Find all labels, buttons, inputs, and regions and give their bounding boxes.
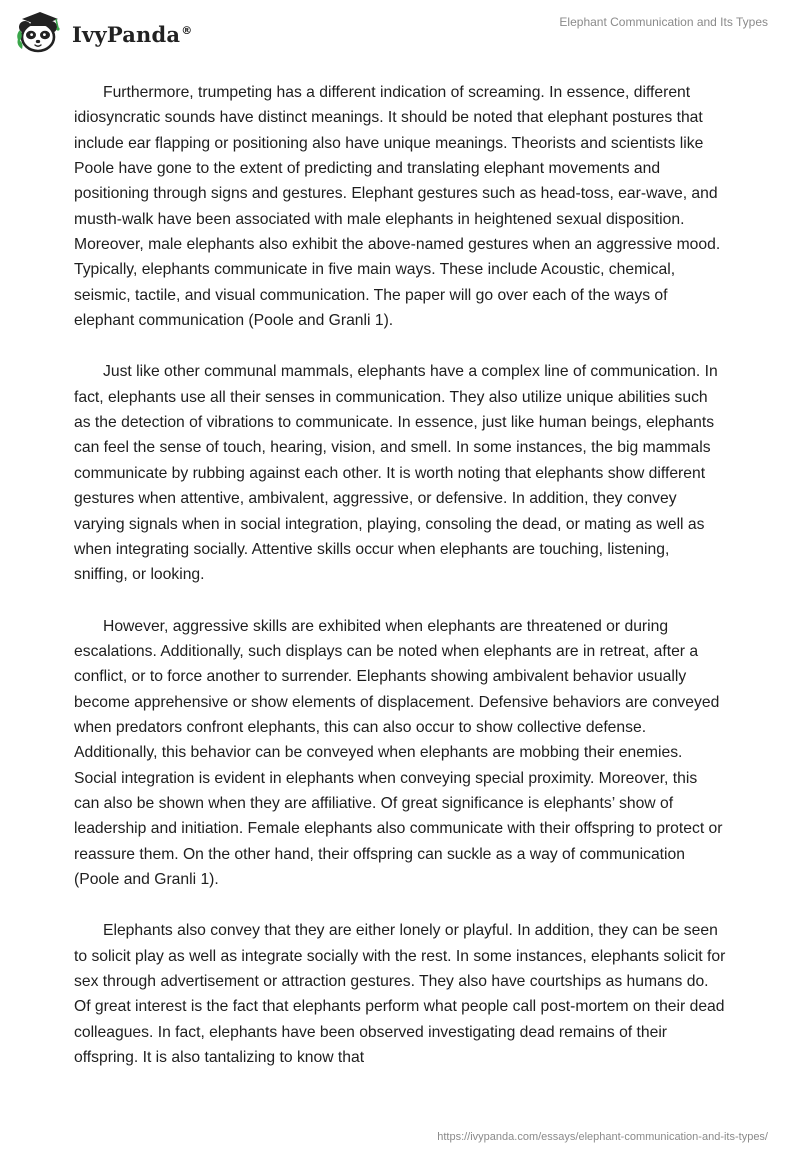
ivypanda-logo[interactable] — [14, 8, 192, 56]
source-url-link[interactable]: https://ivypanda.com/essays/elephant-communication-and-its-types/ — [437, 1131, 768, 1143]
document-title: Elephant Communication and Its Types — [559, 15, 768, 29]
paragraph: Just like other communal mammals, elephants have a complex line of communication. In fact, elephants use all their senses in communication. They also utilize unique abilities such as the detection of vibrations to communicate. In essence, just like human beings, elephants can feel the sense of touch, hearing, vision, and smell. In some instances, the big mammals communicate by rubbing against each other. It is worth noting that elephants show different gestures when attentive, ambivalent, aggressive, or defensive. In addition, they convey varying signals when in social integration, playing, consoling the dead, or mating as well as when integrating socially. Attentive skills occur when elephants are touching, listening, sniffing, or looking. — [74, 363, 718, 584]
page-header — [0, 0, 800, 64]
paragraph: However, aggressive skills are exhibited when elephants are threatened or during escalations. Additionally, such displays can be noted when elephants are in retreat, after a conflict, or to force another to surrender. Elephants showing ambivalent behavior usually become apprehensive or show elements of displacement. Defensive behaviors are conveyed when predators confront elephants, this can also occur to show collective defense. Additionally, this behavior can be conveyed when elephants are mobbing their enemies. Social integration is evident in elephants when conveying special proximity. Moreover, this can also be shown when they are affiliative. Of great significance is elephants’ show of leadership and initiation. Female elephants also communicate with their offspring to protect or reassure them. On the other hand, their offspring can suckle as a way of communication (Poole and Granli 1). — [74, 617, 723, 888]
paragraph: Elephants also convey that they are either lonely or playful. In addition, they can be seen to solicit play as well as integrate socially with the rest. In some instances, elephants solicit for sex through advertisement or attraction gestures. They also have courtships as humans do. Of great interest is the fact that elephants perform what people call post-mortem on their dead colleagues. In fact, elephants have been observed investigating dead remains of their offspring. It is also tantalizing to know that — [74, 922, 726, 1067]
registered-mark: ® — [181, 23, 193, 37]
paragraph: Furthermore, trumpeting has a different indication of screaming. In essence, different idiosyncratic sounds have distinct meanings. It should be noted that elephant postures that include ear flapping or positioning also have unique meanings. Theorists and scientists like Poole have gone to the extent of predicting and translating elephant movements and positioning through signs and gestures. Elephant gestures such as head-toss, ear-wave, and musth-walk have been associated with male elephants in heightened sexual disposition. Moreover, male elephants also exhibit the above-named gestures when an aggressive mood. Typically, elephants communicate in five main ways. These include Acoustic, chemical, seismic, tactile, and visual communication. The paper will go over each of the ways of elephant communication (Poole and Granli 1). — [74, 84, 721, 330]
brand-text: IvyPanda — [72, 21, 181, 47]
brand-name — [72, 22, 192, 47]
essay-body — [74, 80, 726, 1096]
panda-graduate-icon — [14, 8, 66, 56]
